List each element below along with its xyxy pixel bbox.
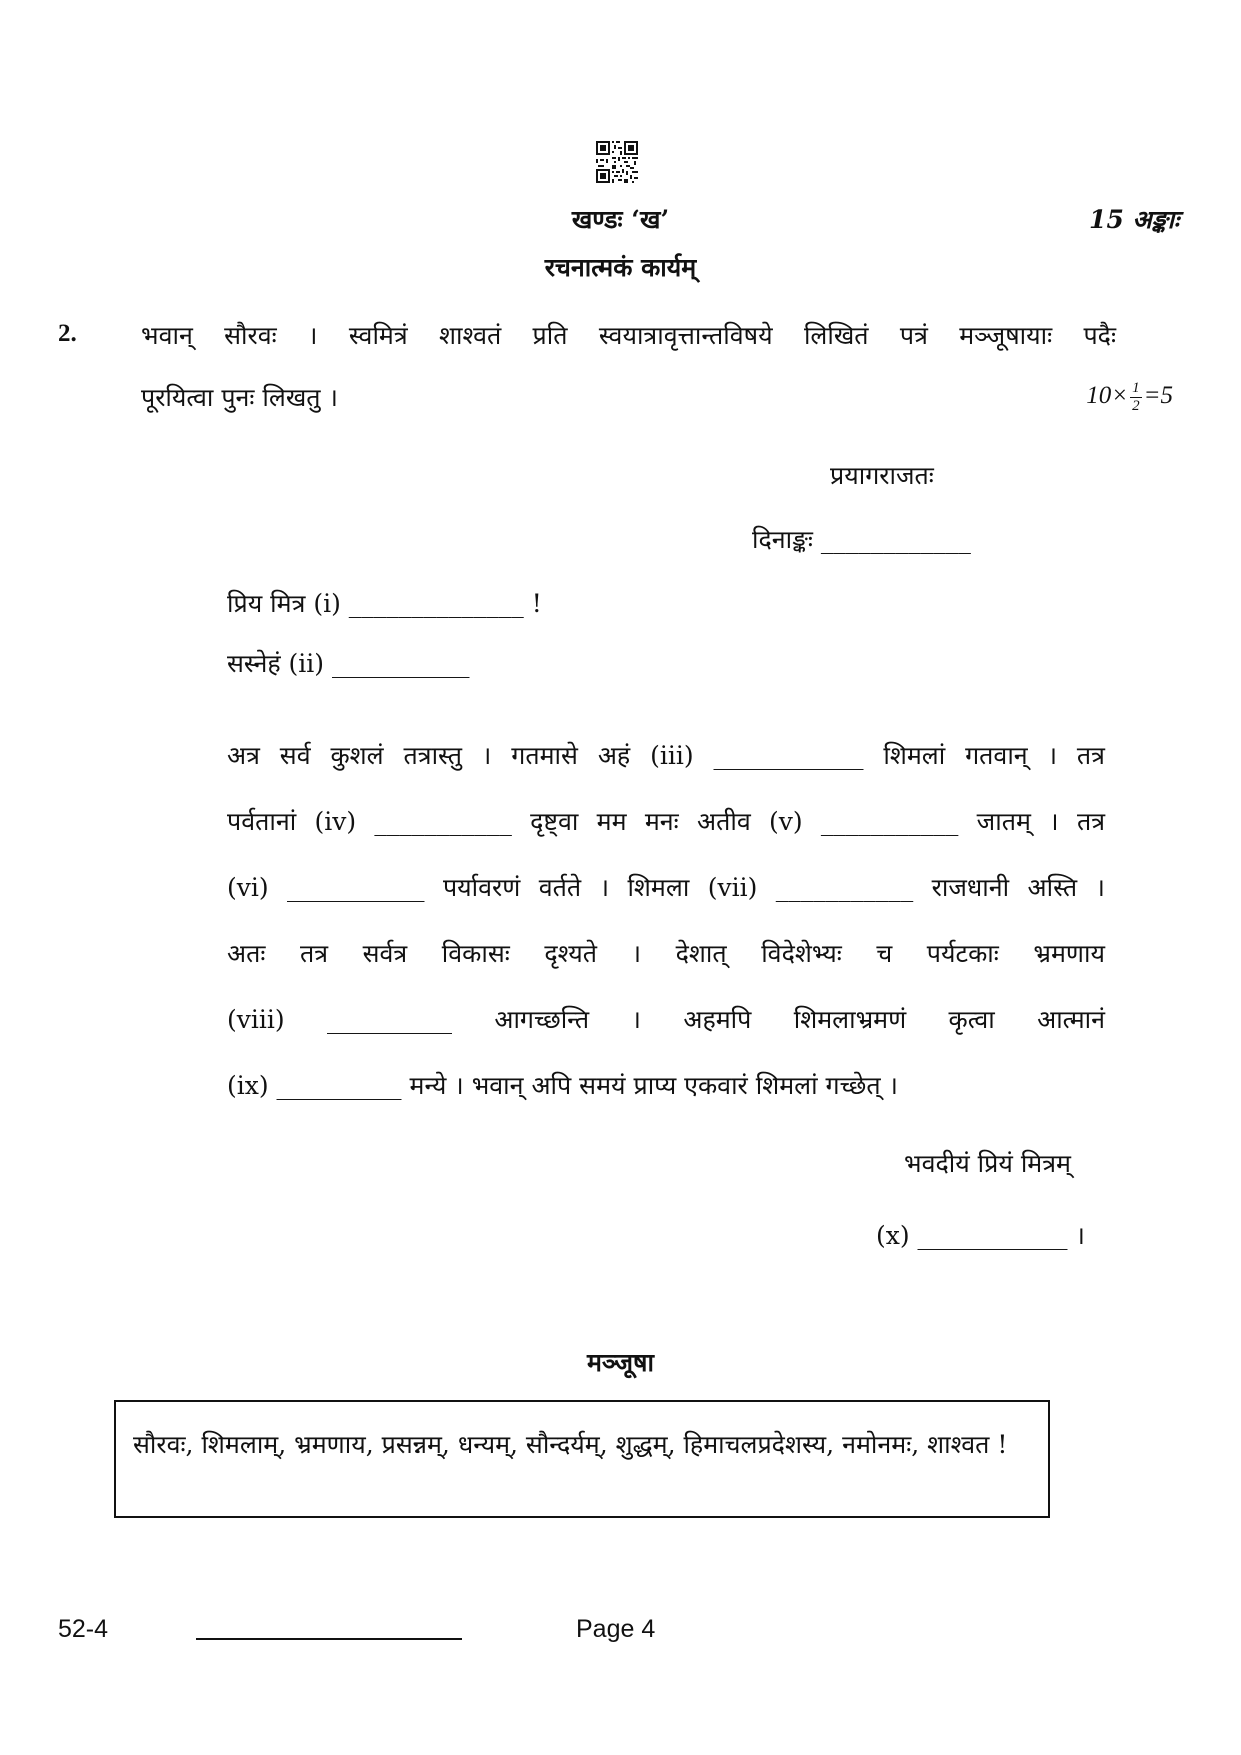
letter-body-line: (ix) __________ मन्ये । भवान् अपि समयं प्राप्य एकवारं शिमलां गच्छेत् । (227, 1071, 898, 1100)
page-number: Page 4 (576, 1615, 656, 1643)
fraction-denominator: 2 (1132, 398, 1140, 414)
letter-body-line: (vi) ___________ पर्यावरणं वर्तते । शिमला (vii) ___________ राजधानी अस्ति । (227, 873, 1105, 902)
marks-suffix: =5 (1143, 382, 1173, 410)
section-title: खण्डः ‘ख’ (571, 205, 670, 234)
fraction-numerator: 1 (1132, 380, 1140, 396)
letter-greeting: सस्नेहं (ii) ___________ (227, 649, 470, 678)
letter-signature: (x) ____________ । (876, 1221, 1085, 1250)
marks-fraction (1130, 380, 1142, 415)
qr-code-icon (596, 141, 638, 183)
question-number: 2. (58, 320, 77, 347)
letter-body-line: अतः तत्र सर्वत्र विकासः दृश्यते । देशात् विदेशेभ्यः च पर्यटकाः भ्रमणाय (227, 939, 1105, 968)
marks-prefix: 10× (1086, 382, 1129, 410)
letter-place: प्रयागराजतः (830, 461, 934, 490)
word-box (114, 1400, 1050, 1518)
section-marks: 15 अङ्काः (1089, 205, 1179, 234)
section-subtitle: रचनात्मकं कार्यम् (544, 253, 697, 282)
paper-code: 52-4 (58, 1615, 109, 1643)
question-text-line-2: पूरयित्वा पुनः लिखतु । (141, 383, 338, 412)
letter-body-line: (viii) __________ आगच्छन्ति । अहमपि शिमलाभ्रमणं कृत्वा आत्मानं (227, 1005, 1105, 1034)
letter-body-line: पर्वतानां (iv) ___________ दृष्ट्वा मम मनः अतीव (v) ___________ जातम् । तत्र (227, 807, 1105, 836)
letter-date: दिनाङ्कः ____________ (752, 525, 971, 554)
letter-closing: भवदीयं प्रियं मित्रम् (904, 1149, 1071, 1178)
footer-divider (196, 1638, 462, 1640)
word-box-title: मञ्जूषा (587, 1348, 654, 1377)
letter-salutation: प्रिय मित्र (i) ______________ ! (227, 589, 542, 618)
word-box-words: सौरवः, शिमलाम्, भ्रमणाय, प्रसन्नम्, धन्यम्, सौन्दर्यम्, शुद्धम्, हिमाचलप्रदेशस्य, नमोनमः, शाश्वत ! (133, 1430, 1008, 1459)
letter-body-line: अत्र सर्व कुशलं तत्रास्तु । गतमासे अहं (iii) ____________ शिमलां गतवान् । तत्र (227, 741, 1105, 770)
question-marks (1086, 380, 1173, 415)
question-text-line-1: भवान् सौरवः । स्वमित्रं शाश्वतं प्रति स्वयात्रावृत्तान्तविषये लिखितं पत्रं मञ्जूषायाः पदैः (141, 321, 1116, 350)
